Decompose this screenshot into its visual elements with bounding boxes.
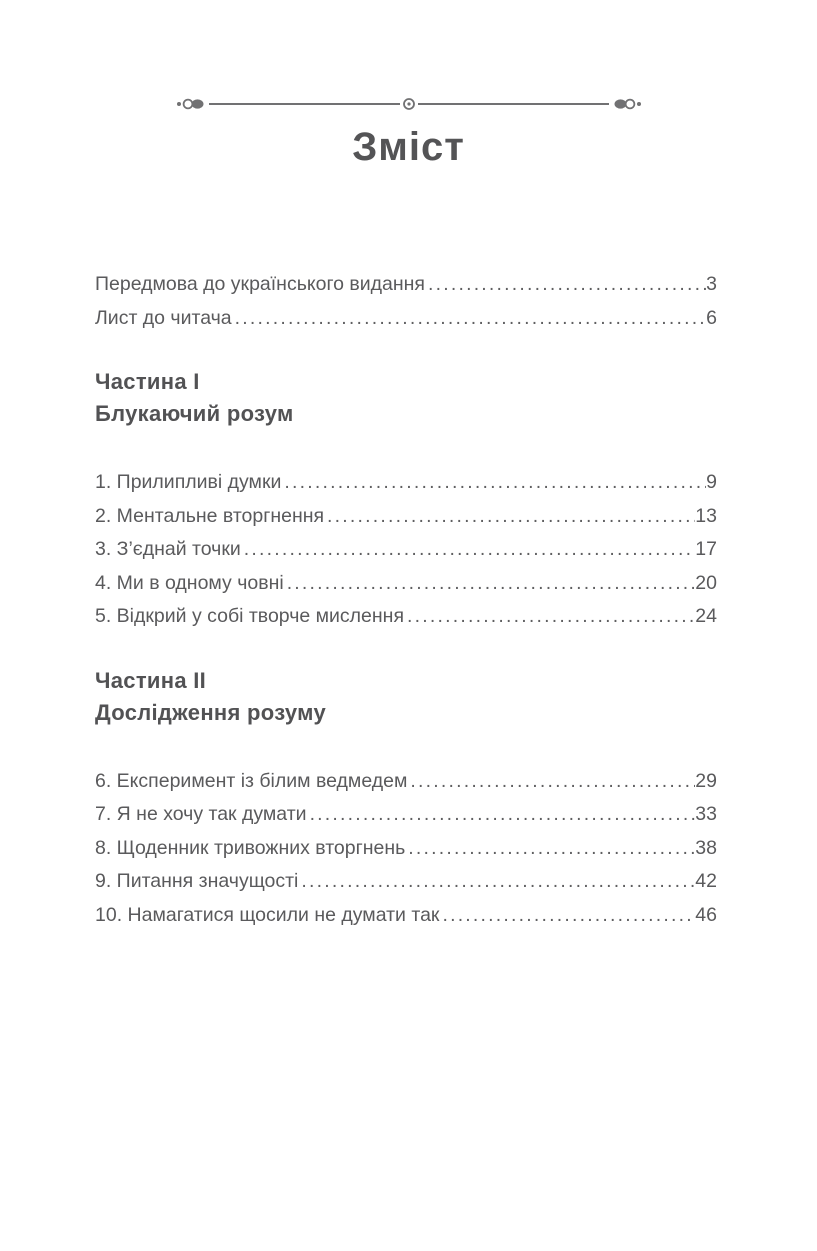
toc-entry [95, 865, 717, 899]
toc-leader-dots [232, 302, 707, 336]
toc-leader-dots [284, 567, 696, 601]
divider-rule-right [418, 103, 609, 105]
toc-entry [95, 500, 717, 534]
toc-leader-dots [241, 533, 696, 567]
book-page [0, 96, 817, 1251]
toc-entry-page: 24 [695, 605, 717, 627]
toc-entry-page: 29 [695, 769, 717, 792]
toc-entry-page: 42 [695, 870, 717, 892]
table-of-contents [95, 268, 717, 932]
toc-entry [95, 466, 717, 500]
toc-leader-dots [404, 600, 695, 634]
toc-entry [95, 302, 717, 336]
divider-center-ring-icon [400, 96, 418, 112]
part-label: Частина II [95, 667, 207, 693]
toc-entry-title: 2. Ментальне вторгнення [95, 504, 325, 527]
page-title: Зміст [352, 125, 465, 169]
toc-entry-page: 6 [706, 306, 717, 329]
toc-entry-title: 4. Ми в одному човні [95, 571, 284, 594]
toc-entry-page: 46 [695, 903, 717, 926]
toc-entry-title: 10. Намагатися щосили не думати так [95, 903, 440, 926]
toc-entry-page: 9 [706, 471, 717, 493]
section-divider [175, 96, 643, 112]
toc-entry [95, 268, 717, 302]
toc-entry [95, 600, 717, 634]
toc-entry [95, 832, 717, 866]
toc-entry [95, 798, 717, 832]
toc-entry-page: 17 [695, 538, 717, 560]
toc-entry-page: 33 [695, 803, 717, 825]
toc-entry-page: 3 [706, 273, 717, 295]
toc-entry [95, 765, 717, 799]
part-label: Частина I [95, 369, 200, 394]
divider-rule-left [209, 103, 400, 105]
toc-leader-dots [298, 865, 695, 899]
toc-leader-dots [405, 832, 695, 866]
toc-entry [95, 567, 717, 601]
toc-entry-title: Лист до читача [95, 306, 232, 329]
part-name: Дослідження розуму [95, 699, 326, 725]
toc-entry [95, 899, 717, 933]
toc-leader-dots [281, 466, 706, 500]
toc-leader-dots [439, 899, 695, 933]
toc-entry-title: 3. З’єднай точки [95, 538, 241, 560]
toc-entry-page: 20 [695, 571, 717, 594]
toc-entry [95, 533, 717, 567]
divider-ornament-right [609, 96, 643, 112]
toc-leader-dots [407, 765, 695, 799]
toc-entry-page: 38 [695, 836, 717, 859]
toc-entry-title: 9. Питання значущості [95, 870, 299, 892]
part-name: Блукаючий розум [95, 401, 294, 426]
part-heading [95, 366, 717, 430]
toc-entry-title: 8. Щоденник тривожних вторгнень [95, 836, 406, 859]
divider-ornament-left [175, 96, 209, 112]
toc-entry-page: 13 [695, 504, 717, 527]
toc-entry-title: Передмова до українського видання [95, 273, 425, 295]
toc-entry-title: 6. Експеримент із білим ведмедем [95, 769, 408, 792]
part-heading [95, 665, 717, 729]
toc-leader-dots [307, 798, 696, 832]
toc-leader-dots [324, 500, 695, 534]
toc-entry-title: 1. Прилипливі думки [95, 471, 282, 493]
toc-leader-dots [425, 268, 706, 302]
toc-entry-title: 7. Я не хочу так думати [95, 803, 307, 825]
toc-entry-title: 5. Відкрий у собі творче мислення [95, 605, 405, 627]
